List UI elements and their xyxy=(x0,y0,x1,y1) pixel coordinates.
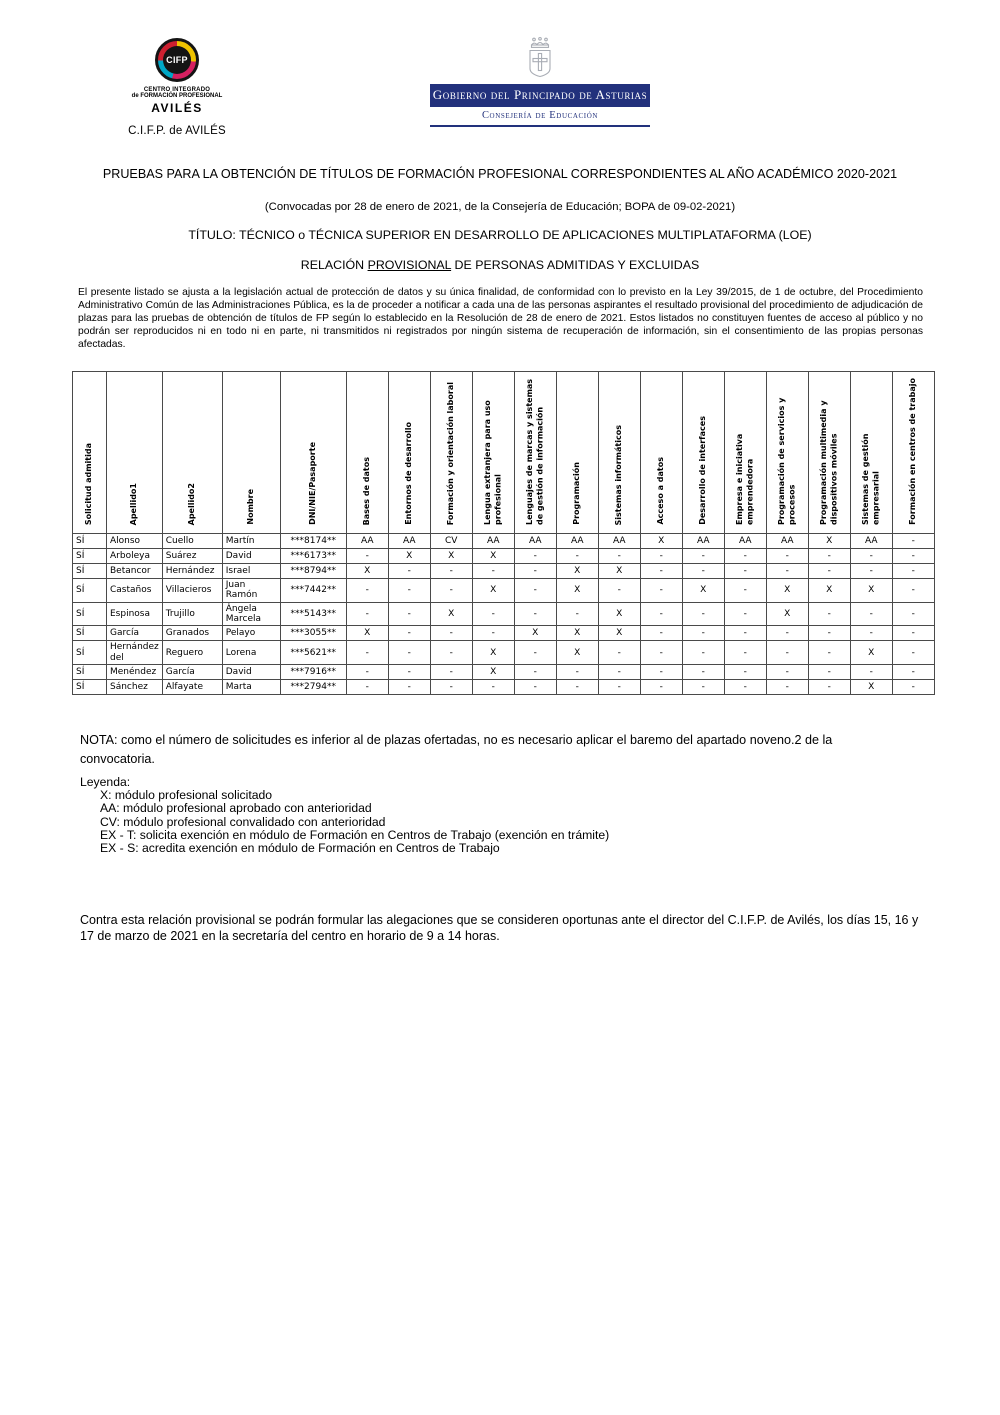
column-header: Empresa e iniciativa emprendedora xyxy=(724,372,766,534)
table-cell: Martín xyxy=(222,534,280,549)
table-cell: ***5621** xyxy=(280,641,346,665)
column-header: Sistemas de gestión empresarial xyxy=(850,372,892,534)
gov-department: Consejería de Educación xyxy=(430,107,650,127)
table-cell: Alfayate xyxy=(162,680,222,695)
column-header: DNI/NIE/Pasaporte xyxy=(280,372,346,534)
table-cell: - xyxy=(640,641,682,665)
table-cell: X xyxy=(346,564,388,579)
table-cell: SÍ xyxy=(73,665,107,680)
table-cell: SÍ xyxy=(73,564,107,579)
table-cell: - xyxy=(892,680,934,695)
list-heading-suffix: DE PERSONAS ADMITIDAS Y EXCLUIDAS xyxy=(451,258,700,272)
table-cell: - xyxy=(724,680,766,695)
table-cell: AA xyxy=(682,534,724,549)
table-cell: X xyxy=(556,579,598,603)
table-cell: AA xyxy=(514,534,556,549)
table-cell: AA xyxy=(472,534,514,549)
table-cell: Trujillo xyxy=(162,602,222,626)
table-cell: X xyxy=(430,602,472,626)
table-cell: - xyxy=(850,626,892,641)
column-header: Desarrollo de interfaces xyxy=(682,372,724,534)
table-cell: - xyxy=(724,549,766,564)
table-cell: Betancor xyxy=(107,564,163,579)
table-cell: - xyxy=(514,579,556,603)
convocation-subtitle: (Convocadas por 28 de enero de 2021, de la Consejería de Educación; BOPA de 09-02-2021) xyxy=(264,201,736,213)
table-cell: - xyxy=(346,641,388,665)
note-paragraph: NOTA: como el número de solicitudes es inferior al de plazas ofertadas, no es necesario aplicar el baremo del apartado noveno.2 de la convocatoria. xyxy=(80,733,833,766)
table-cell: X xyxy=(556,641,598,665)
table-cell: - xyxy=(724,665,766,680)
table-cell: - xyxy=(682,665,724,680)
table-body xyxy=(73,534,935,695)
table-cell: ***7916** xyxy=(280,665,346,680)
table-cell: - xyxy=(892,549,934,564)
table-cell: Castaños xyxy=(107,579,163,603)
table-cell: García xyxy=(107,626,163,641)
table-cell: - xyxy=(388,680,430,695)
table-cell: - xyxy=(892,665,934,680)
cifp-org-line1: CENTRO INTEGRADO xyxy=(143,87,211,93)
cifp-logo xyxy=(118,38,236,137)
column-header: Sistemas informáticos xyxy=(598,372,640,534)
column-header: Formación en centros de trabajo xyxy=(892,372,934,534)
table-cell: ***5143** xyxy=(280,602,346,626)
table-row xyxy=(73,534,935,549)
table-cell: - xyxy=(598,680,640,695)
table-cell: - xyxy=(388,564,430,579)
table-cell: - xyxy=(430,579,472,603)
table-cell: - xyxy=(640,579,682,603)
table-cell: X xyxy=(598,626,640,641)
table-cell: David xyxy=(222,549,280,564)
table-cell: - xyxy=(556,680,598,695)
table-cell: X xyxy=(808,579,850,603)
table-cell: - xyxy=(346,579,388,603)
table-cell: - xyxy=(850,564,892,579)
table-cell: - xyxy=(556,602,598,626)
column-header: Programación xyxy=(556,372,598,534)
table-cell: - xyxy=(598,549,640,564)
table-cell: - xyxy=(724,602,766,626)
table-cell: Israel xyxy=(222,564,280,579)
table-cell: - xyxy=(346,549,388,564)
list-heading-prefix: RELACIÓN xyxy=(300,258,368,272)
table-cell: - xyxy=(808,626,850,641)
table-cell: X xyxy=(850,680,892,695)
table-row xyxy=(73,549,935,564)
legend-label: Leyenda: xyxy=(80,775,131,789)
page-title xyxy=(0,167,1000,183)
column-header: Apellido1 xyxy=(107,372,163,534)
table-cell: AA xyxy=(766,534,808,549)
column-header: Lenguajes de marcas y sistemas de gestión de información xyxy=(514,372,556,534)
table-row xyxy=(73,602,935,626)
legend-item: EX - S: acredita exención en módulo de Formación en Centros de Trabajo xyxy=(100,841,500,856)
table-cell: Menéndez xyxy=(107,665,163,680)
table-cell: Espinosa xyxy=(107,602,163,626)
admission-table xyxy=(72,371,935,695)
table-cell: - xyxy=(808,564,850,579)
table-cell: AA xyxy=(346,534,388,549)
table-cell: ***7442** xyxy=(280,579,346,603)
table-cell: - xyxy=(346,665,388,680)
table-cell: - xyxy=(766,549,808,564)
table-cell: X xyxy=(640,534,682,549)
table-cell: - xyxy=(766,641,808,665)
table-cell: X xyxy=(850,579,892,603)
table-cell: - xyxy=(724,579,766,603)
table-cell: - xyxy=(514,641,556,665)
cifp-caption: C.I.F.P. de AVILÉS xyxy=(128,125,226,137)
cifp-org-city: AVILÉS xyxy=(151,101,203,115)
table-cell: - xyxy=(640,602,682,626)
table-cell: - xyxy=(892,626,934,641)
table-cell: Juan Ramón xyxy=(222,579,280,603)
table-cell: - xyxy=(388,602,430,626)
list-heading xyxy=(0,258,1000,272)
table-cell: - xyxy=(388,665,430,680)
table-cell: - xyxy=(598,641,640,665)
table-cell: - xyxy=(892,641,934,665)
table-cell: - xyxy=(640,549,682,564)
admission-table-wrap xyxy=(72,371,935,695)
legend-item: CV: módulo profesional convalidado con anterioridad xyxy=(100,814,386,829)
cifp-ring-icon xyxy=(155,38,199,82)
table-cell: - xyxy=(514,549,556,564)
column-header: Lengua extranjera para uso profesional xyxy=(472,372,514,534)
column-header: Formación y orientación laboral xyxy=(430,372,472,534)
table-cell: Granados xyxy=(162,626,222,641)
table-cell: X xyxy=(556,564,598,579)
table-cell: - xyxy=(430,665,472,680)
header-row xyxy=(73,372,935,534)
table-cell: - xyxy=(514,602,556,626)
table-cell: - xyxy=(682,680,724,695)
column-header: Bases de datos xyxy=(346,372,388,534)
degree-title-line: TÍTULO: TÉCNICO o TÉCNICA SUPERIOR EN DESARROLLO DE APLICACIONES MULTIPLATAFORMA (LOE) xyxy=(188,228,812,242)
cifp-org-line2: de FORMACIÓN PROFESIONAL xyxy=(131,93,223,99)
page-title-text: PRUEBAS PARA LA OBTENCIÓN DE TÍTULOS DE FORMACIÓN PROFESIONAL CORRESPONDIENTES AL AÑO ACADÉMICO 2020-2021 xyxy=(102,167,898,181)
table-cell: - xyxy=(850,549,892,564)
cifp-ring-label: CIFP xyxy=(163,46,191,74)
table-cell: - xyxy=(682,626,724,641)
legend-items xyxy=(100,789,609,855)
table-cell: - xyxy=(388,626,430,641)
table-cell: X xyxy=(850,641,892,665)
table-cell: - xyxy=(514,665,556,680)
table-cell: SÍ xyxy=(73,579,107,603)
table-cell: - xyxy=(766,665,808,680)
table-cell: - xyxy=(346,602,388,626)
table-cell: Sánchez xyxy=(107,680,163,695)
table-cell: Lorena xyxy=(222,641,280,665)
column-header: Programación multimedia y dispositivos móviles xyxy=(808,372,850,534)
table-cell: X xyxy=(598,602,640,626)
table-cell: - xyxy=(514,680,556,695)
table-cell: - xyxy=(682,549,724,564)
table-cell: - xyxy=(892,564,934,579)
table-head xyxy=(73,372,935,534)
table-cell: AA xyxy=(388,534,430,549)
table-cell: ***6173** xyxy=(280,549,346,564)
table-cell: - xyxy=(472,602,514,626)
table-cell: - xyxy=(430,680,472,695)
table-cell: - xyxy=(766,564,808,579)
gov-asturias-block xyxy=(430,36,650,127)
appeal-paragraph: Contra esta relación provisional se podrán formular las alegaciones que se consideren oportunas ante el director del C.I.F.P. de Avilés, los días 15, 16 y 17 de marzo de 2021 en la secretaría del centro en horario de 9 a 14 horas. xyxy=(80,913,919,943)
table-cell: CV xyxy=(430,534,472,549)
table-cell: X xyxy=(472,665,514,680)
table-cell: Alonso xyxy=(107,534,163,549)
table-cell: AA xyxy=(598,534,640,549)
column-header: Solicitud admitida xyxy=(73,372,107,534)
table-cell: Suárez xyxy=(162,549,222,564)
table-row xyxy=(73,564,935,579)
gov-banner: Gobierno del Principado de Asturias xyxy=(430,84,650,107)
table-cell: - xyxy=(682,564,724,579)
table-cell: - xyxy=(766,680,808,695)
victory-cross-crest-icon xyxy=(522,36,558,80)
table-cell: - xyxy=(808,680,850,695)
table-cell: - xyxy=(892,579,934,603)
table-cell: - xyxy=(724,564,766,579)
table-cell: - xyxy=(808,641,850,665)
table-cell: ***2794** xyxy=(280,680,346,695)
table-cell: Cuello xyxy=(162,534,222,549)
table-cell: - xyxy=(598,579,640,603)
table-cell: - xyxy=(850,665,892,680)
table-cell: - xyxy=(514,564,556,579)
table-cell: Ángela Marcela xyxy=(222,602,280,626)
table-cell: SÍ xyxy=(73,549,107,564)
table-cell: - xyxy=(430,641,472,665)
table-row xyxy=(73,641,935,665)
table-cell: SÍ xyxy=(73,641,107,665)
table-row xyxy=(73,665,935,680)
table-row xyxy=(73,579,935,603)
table-cell: ***3055** xyxy=(280,626,346,641)
table-cell: - xyxy=(682,602,724,626)
table-cell: - xyxy=(892,534,934,549)
table-cell: - xyxy=(346,680,388,695)
table-cell: X xyxy=(766,602,808,626)
legend xyxy=(80,776,609,855)
table-cell: X xyxy=(598,564,640,579)
table-cell: - xyxy=(388,641,430,665)
table-row xyxy=(73,680,935,695)
table-cell: - xyxy=(640,680,682,695)
table-cell: - xyxy=(556,665,598,680)
table-cell: ***8794** xyxy=(280,564,346,579)
table-cell: - xyxy=(766,626,808,641)
table-cell: X xyxy=(766,579,808,603)
table-cell: X xyxy=(472,549,514,564)
table-cell: - xyxy=(808,549,850,564)
legend-item: AA: módulo profesional aprobado con anterioridad xyxy=(100,801,372,816)
table-row xyxy=(73,626,935,641)
table-cell: X xyxy=(682,579,724,603)
column-header: Entornos de desarrollo xyxy=(388,372,430,534)
table-cell: - xyxy=(850,602,892,626)
table-cell: - xyxy=(388,579,430,603)
table-cell: AA xyxy=(556,534,598,549)
table-cell: - xyxy=(472,564,514,579)
table-cell: - xyxy=(430,564,472,579)
table-cell: ***8174** xyxy=(280,534,346,549)
table-cell: - xyxy=(724,626,766,641)
data-protection-paragraph: El presente listado se ajusta a la legislación actual de protección de datos y su única finalidad, de conformidad con lo previsto en la Ley 39/2015, de 1 de octubre, del Procedimiento Administrativo Común de las Administraciones Pública, es la de proceder a notificar a cada una de las personas aspirantes el resultado provisional del procedimiento de adjudicación de plazas para las pruebas de obtención de títulos de FP según lo establecido en la Resolución de 28 de enero de 2021. Estos listados no constituyen fuentes de acceso al público y no podrán ser reproducidos ni en todo ni en parte, ni transmitidos ni registrados por ningún sistema de recuperación de información, sin el consentimiento de las propias personas afectadas. xyxy=(78,287,923,351)
table-cell: - xyxy=(808,602,850,626)
column-header: Acceso a datos xyxy=(640,372,682,534)
table-cell: X xyxy=(808,534,850,549)
table-cell: X xyxy=(388,549,430,564)
table-cell: AA xyxy=(850,534,892,549)
table-cell: - xyxy=(640,665,682,680)
table-cell: - xyxy=(640,564,682,579)
table-cell: SÍ xyxy=(73,602,107,626)
legend-item: EX - T: solicita exención en módulo de Formación en Centros de Trabajo (exención en trámite) xyxy=(100,827,610,842)
table-cell: AA xyxy=(724,534,766,549)
table-cell: - xyxy=(682,641,724,665)
table-cell: X xyxy=(430,549,472,564)
table-cell: - xyxy=(808,665,850,680)
table-cell: Reguero xyxy=(162,641,222,665)
table-cell: SÍ xyxy=(73,626,107,641)
list-heading-provisional: PROVISIONAL xyxy=(367,258,452,272)
table-cell: Arboleya xyxy=(107,549,163,564)
table-cell: X xyxy=(346,626,388,641)
table-cell: Hernández xyxy=(162,564,222,579)
table-cell: SÍ xyxy=(73,680,107,695)
table-cell: X xyxy=(514,626,556,641)
table-cell: - xyxy=(556,549,598,564)
table-cell: X xyxy=(472,641,514,665)
table-cell: - xyxy=(472,680,514,695)
table-cell: García xyxy=(162,665,222,680)
column-header: Nombre xyxy=(222,372,280,534)
table-cell: - xyxy=(892,602,934,626)
column-header: Apellido2 xyxy=(162,372,222,534)
table-cell: Pelayo xyxy=(222,626,280,641)
column-header: Programación de servicios y procesos xyxy=(766,372,808,534)
table-cell: - xyxy=(598,665,640,680)
table-cell: Hernández del xyxy=(107,641,163,665)
table-cell: - xyxy=(640,626,682,641)
table-cell: Villacieros xyxy=(162,579,222,603)
table-cell: Marta xyxy=(222,680,280,695)
table-cell: - xyxy=(472,626,514,641)
table-cell: X xyxy=(556,626,598,641)
table-cell: X xyxy=(472,579,514,603)
table-cell: - xyxy=(430,626,472,641)
table-cell: - xyxy=(724,641,766,665)
table-cell: SÍ xyxy=(73,534,107,549)
table-cell: David xyxy=(222,665,280,680)
legend-item: X: módulo profesional solicitado xyxy=(100,788,273,803)
